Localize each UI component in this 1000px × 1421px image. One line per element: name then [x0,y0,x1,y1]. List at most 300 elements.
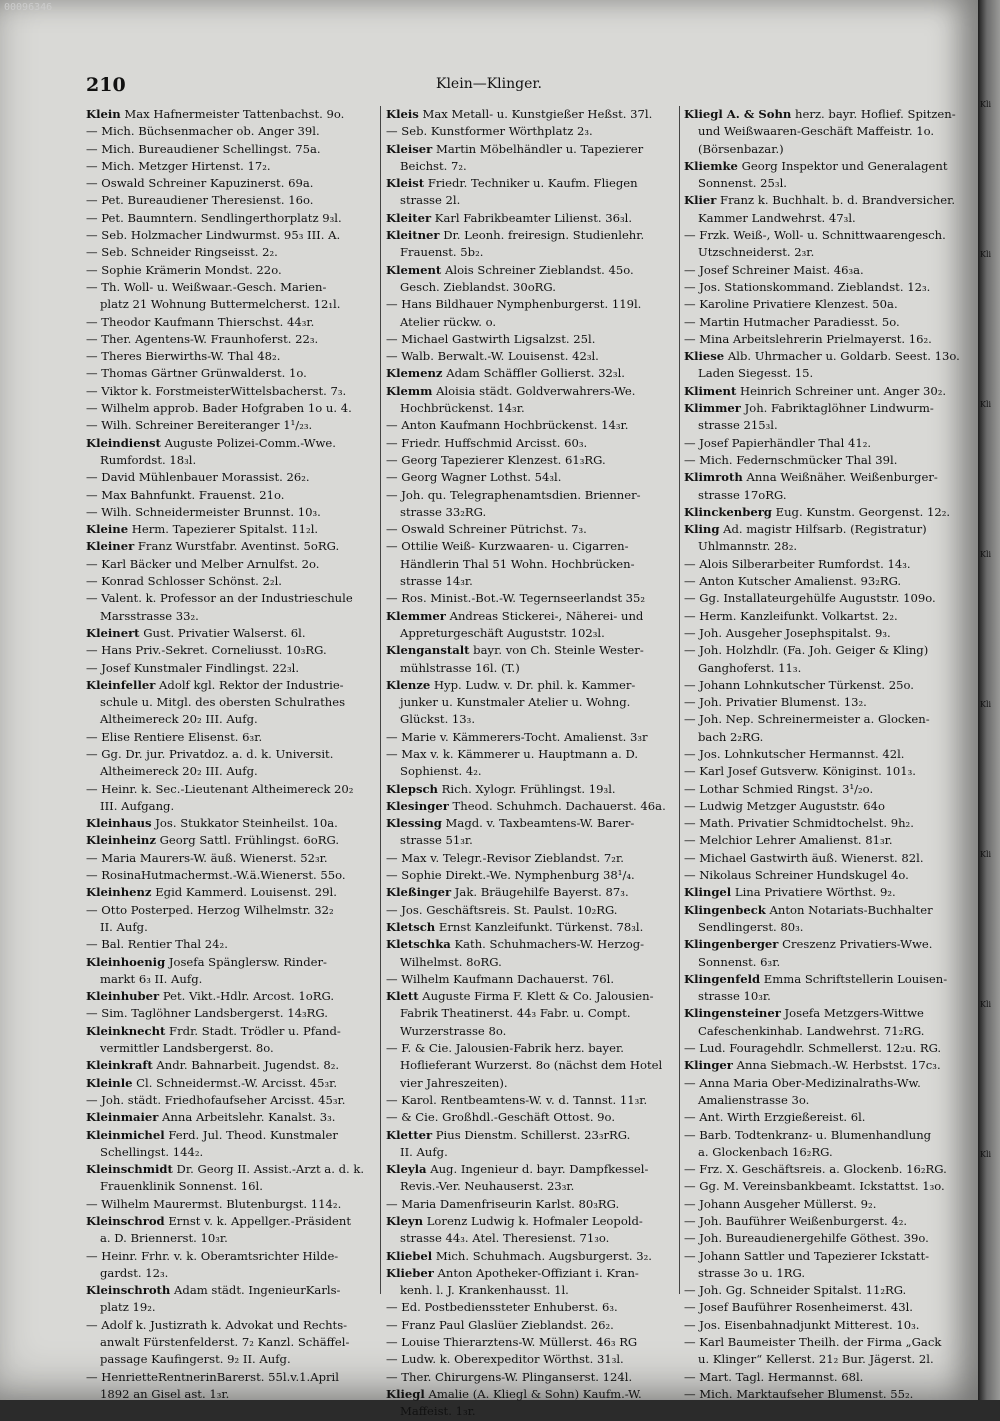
entry-text: — Thomas Gärtner Grünwalderst. 1o. [86,366,307,381]
entry-text: vermittler Landsbergerst. 8o. [100,1041,274,1056]
directory-entry [86,158,382,175]
entry-surname: Klimroth [684,470,743,485]
directory-entry [386,365,682,382]
directory-entry [386,902,682,919]
directory-entry [684,642,980,659]
directory-entry [386,1144,682,1161]
entry-text: — Josef Schreiner Maist. 46₃a. [684,262,864,277]
directory-entry [86,417,382,434]
entry-text: Jos. Stukkator Steinheilst. 10a. [151,816,338,831]
entry-text: — Walb. Berwalt.-W. Louisenst. 42₃l. [386,349,599,364]
directory-entry [386,314,682,331]
entry-text: — Josef Papierhändler Thal 41₂. [684,435,872,450]
adjacent-page-fragment: Kli [980,550,992,559]
entry-text: Amalie (A. Kliegl & Sohn) Kaufm.-W. [424,1386,642,1401]
entry-text: Gesch. Zieblandst. 30oRG. [400,279,556,294]
entry-surname: Kleinle [86,1075,133,1090]
entry-text: schule u. Mitgl. des obersten Schulrathes [100,695,346,710]
entry-text: — Josef Bauführer Rosenheimerst. 43l. [684,1300,913,1315]
directory-entry [86,262,382,279]
directory-entry [386,1092,682,1109]
directory-entry [386,746,682,763]
entry-text: — Seb. Kunstformer Wörthplatz 2₃. [386,124,593,139]
directory-entry [386,625,682,642]
entry-text: Utzschneiderst. 2₃r. [698,245,815,260]
entry-text: III. Aufgang. [100,798,175,813]
entry-text: Adam Schäffler Gollierst. 32₃l. [442,366,625,381]
directory-entry [86,1265,382,1282]
entry-text: — Jos. Stationskommand. Zieblandst. 12₃. [684,279,931,294]
directory-entry [684,1075,980,1092]
directory-entry [684,417,980,434]
entry-text: Max Hafnermeister Tattenbachst. 9o. [120,107,345,121]
directory-entry [86,1248,382,1265]
entry-text: — Wilhelm Maurermst. Blutenburgst. 114₂. [86,1196,342,1211]
directory-entry [684,192,980,209]
entry-surname: Kleiter [386,210,432,225]
directory-entry [386,1161,682,1178]
entry-text: — Anna Maria Ober-Medizinalraths-Ww. [684,1075,921,1090]
directory-entry [386,573,682,590]
entry-text: — Ed. Postbedienssteter Enhuberst. 6₃. [386,1300,618,1315]
directory-entry [86,106,382,123]
entry-surname: Kleinhaus [86,816,152,831]
directory-entry [684,1127,980,1144]
directory-entry [386,711,682,728]
entry-text: — Gg. M. Vereinsbankbeamt. Ickstattst. 1₃o. [684,1179,945,1194]
entry-text: — Heinr. k. Sec.-Lieutenant Altheimereck 20₂ [86,781,354,796]
entry-text: — Lothar Schmied Ringst. 3¹/₂o. [684,781,874,796]
entry-text: — Michael Gastwirth Ligsalzst. 25l. [386,331,596,346]
entry-text: — Joh. Bureaudienergehilfe Göthest. 39o. [684,1231,929,1246]
directory-entry [684,141,980,158]
entry-text: Rich. Xylogr. Frühlingst. 19₃l. [437,781,616,796]
entry-surname: Kleinheinz [86,833,156,848]
directory-entry [386,971,682,988]
entry-text: — Ther. Chirurgens-W. Plinganserst. 124l. [386,1369,633,1384]
entry-surname: Klemmer [386,608,446,623]
entry-text: Georg Sattl. Frühlingst. 6oRG. [155,833,340,848]
directory-entry [684,1248,980,1265]
directory-entry [386,331,682,348]
entry-surname: Klett [386,989,419,1004]
entry-text: strasse 44₃. Atel. Theresienst. 71₃o. [400,1231,610,1246]
entry-text: — Heinr. Frhr. v. k. Oberamtsrichter Hilde- [86,1248,339,1263]
directory-entry [86,625,382,642]
entry-surname: Klepsch [386,781,438,796]
entry-surname: Kliemke [684,158,738,173]
entry-text: Frauenklinik Sonnenst. 16l. [100,1179,263,1194]
entry-text: Marsstrasse 33₂. [100,608,199,623]
entry-text: Händlerin Thal 51 Wohn. Hochbrücken- [400,556,635,571]
entry-text: — Frz. X. Geschäftsreis. a. Glockenb. 16₂RG. [684,1162,947,1177]
entry-text: Emma Schriftstellerin Louisen- [760,971,948,986]
entry-text: — Karl Josef Gutsverw. Königinst. 101₃. [684,764,916,779]
entry-text: — Konrad Schlosser Schönst. 2₂l. [86,574,282,589]
entry-text: Egid Kammerd. Louisenst. 29l. [151,885,337,900]
entry-text: — Oswald Schreiner Kapuzinerst. 69a. [86,176,314,191]
entry-text: Anna Arbeitslehr. Kanalst. 3₃. [158,1110,336,1125]
directory-entry [684,1144,980,1161]
directory-entry [86,1213,382,1230]
entry-surname: Kleindienst [86,435,161,450]
directory-entry [684,521,980,538]
entry-text: Anna Siebmach.-W. Herbstst. 17c₃. [732,1058,941,1073]
entry-text: — Lud. Fouragehdlr. Schmellerst. 12₂u. RG. [684,1041,942,1056]
directory-entry [386,936,682,953]
directory-entry [684,348,980,365]
entry-text: Rumfordst. 18₃l. [100,452,197,467]
directory-entry [86,832,382,849]
entry-text: — Georg Tapezierer Klenzest. 61₃RG. [386,452,606,467]
entry-text: — Friedr. Huffschmid Arcisst. 60₃. [386,435,588,450]
directory-entry [386,660,682,677]
directory-entry [86,279,382,296]
directory-entry [86,694,382,711]
entry-text: — Joh. städt. Friedhofaufseher Arcisst. 45₃r. [86,1092,346,1107]
entry-surname: Kliment [684,383,737,398]
entry-text: — Gg. Dr. jur. Privatdoz. a. d. k. Universit. [86,746,334,761]
directory-entry [386,538,682,555]
entry-text: — Maria Maurers-W. äuß. Wienerst. 52₃r. [86,850,328,865]
entry-text: — Mich. Marktaufseher Blumenst. 55₂. [684,1386,914,1401]
entry-text: mühlstrasse 16l. (T.) [400,660,520,675]
directory-entry [386,1265,682,1282]
directory-entry [86,1351,382,1368]
directory-entry [386,867,682,884]
directory-entry [86,850,382,867]
entry-text: Sophienst. 4₂. [400,764,482,779]
directory-entry [684,1005,980,1022]
directory-entry [684,469,980,486]
entry-text: — Jos. Lohnkutscher Hermannst. 42l. [684,746,905,761]
directory-entry [86,348,382,365]
entry-text: Eug. Kunstm. Georgenst. 12₂. [771,504,951,519]
entry-text: — Karl Bäcker und Melber Arnulfst. 2o. [86,556,320,571]
entry-surname: Klimmer [684,401,741,416]
directory-entry [86,244,382,261]
entry-text: — Johann Lohnkutscher Türkenst. 25o. [684,677,914,692]
entry-text: — Martin Hutmacher Paradiesst. 5o. [684,314,900,329]
directory-entry [86,452,382,469]
entry-text: — Mart. Tagl. Hermannst. 68l. [684,1369,864,1384]
entry-surname: Kletschka [386,937,451,952]
entry-surname: Klement [386,262,442,277]
entry-text: junker u. Kunstmaler Atelier u. Wohng. [400,695,631,710]
directory-entry [684,1369,980,1386]
entry-surname: Kleyn [386,1214,424,1228]
entry-text: Adolf kgl. Rektor der Industrie- [155,677,344,692]
directory-entry [86,487,382,504]
directory-entry [684,400,980,417]
directory-entry [684,867,980,884]
entry-text: — Mina Arbeitslehrerin Prielmayerst. 16₂. [684,331,932,346]
directory-entry [86,123,382,140]
entry-surname: Kleinmaier [86,1110,159,1125]
directory-entry [386,296,682,313]
entry-text: — Josef Kunstmaler Findlingst. 22₃l. [86,660,300,675]
entry-text: herz. bayr. Hoflief. Spitzen- [791,107,956,121]
directory-entry [684,954,980,971]
entry-text: Pius Dienstm. Schillerst. 23₃rRG. [432,1127,631,1142]
entry-text: — Th. Woll- u. Weißwaar.-Gesch. Marien- [86,279,327,294]
directory-entry [86,677,382,694]
directory-entry [386,141,682,158]
directory-entry [86,521,382,538]
entry-surname: Kleinmichel [86,1127,165,1142]
entry-text: — Ant. Wirth Erzgießereist. 6l. [684,1110,866,1125]
directory-entry [86,1369,382,1386]
entry-text: — Jos. Geschäftsreis. St. Paulst. 10₂RG. [386,902,618,917]
entry-surname: Kleist [386,176,425,191]
directory-entry [386,729,682,746]
entry-text: — Mich. Bureaudiener Schellingst. 75a. [86,141,321,156]
directory-entry [386,1248,682,1265]
entry-text: Hochbrückenst. 14₃r. [400,401,525,416]
entry-text: — Wilh. Schreiner Bereiteranger 1¹/₂₃. [86,418,313,433]
entry-text: Theod. Schuhmch. Dachauerst. 46a. [448,798,666,813]
entry-text: Franz k. Buchhalt. b. d. Brandversicher. [716,193,956,208]
entry-surname: Klingenbeck [684,902,766,917]
entry-text: strasse 14₃r. [400,574,473,589]
entry-text: — Joh. qu. Telegraphenamtsdien. Brienner- [386,487,641,502]
directory-entry [386,798,682,815]
entry-text: Fabrik Theatinerst. 44₃ Fabr. u. Compt. [400,1006,631,1021]
directory-entry [86,815,382,832]
entry-surname: Kleiser [386,141,433,156]
entry-text: — Nikolaus Schreiner Hundskugel 4o. [684,868,909,883]
entry-text: Sonnenst. 25₃l. [698,176,787,191]
directory-entry [386,262,682,279]
directory-entry [386,1005,682,1022]
directory-entry [684,798,980,815]
entry-text: und Weißwaaren-Geschäft Maffeistr. 1o. [698,124,935,139]
directory-entry [684,746,980,763]
directory-entry [684,556,980,573]
directory-entry [684,1109,980,1126]
directory-entry [684,1386,980,1403]
entry-text: — Mich. Metzger Hirtenst. 17₂. [86,158,271,173]
directory-entry [684,988,980,1005]
directory-entry [86,902,382,919]
entry-text: Franz Wurstfabr. Aventinst. 5oRG. [134,539,340,554]
directory-entry [86,1230,382,1247]
directory-entry [86,798,382,815]
entry-text: Maffeist. 1₃r. [400,1404,476,1419]
entry-text: — Theodor Kaufmann Thierschst. 44₃r. [86,314,315,329]
entry-text: — Ther. Agentens-W. Fraunhoferst. 22₃. [86,331,319,346]
entry-text: — Jos. Eisenbahnadjunkt Mitterest. 10₃. [684,1317,920,1332]
directory-entry [86,884,382,901]
directory-entry [386,244,682,261]
directory-entry [86,1386,382,1403]
directory-entry [386,1023,682,1040]
directory-entry [684,106,980,123]
entry-text: Atelier rückw. o. [400,314,497,329]
entry-text: — Johann Sattler und Tapezierer Ickstatt- [684,1248,930,1263]
directory-entry [684,365,980,382]
directory-entry [86,1299,382,1316]
entry-text: Aug. Ingenieur d. bayr. Dampfkessel- [426,1162,649,1177]
entry-text: Ferd. Jul. Theod. Kunstmaler [164,1127,338,1142]
entry-surname: Klier [684,193,717,208]
entry-text: Andr. Bahnarbeit. Jugendst. 8₂. [152,1058,340,1073]
entry-text: — Oswald Schreiner Pütrichst. 7₃. [386,522,587,537]
entry-text: Karl Fabrikbeamter Lilienst. 36₃l. [431,210,633,225]
directory-entry [684,660,980,677]
entry-text: — Max v. k. Kämmerer u. Hauptmann a. D. [386,746,639,761]
entry-text: — Pet. Bureaudiener Theresienst. 16o. [86,193,314,208]
entry-surname: Kleinschroth [86,1283,171,1298]
entry-text: II. Aufg. [400,1144,448,1159]
directory-entry [86,504,382,521]
running-head: Klein—Klinger. [436,76,542,92]
directory-entry [86,1109,382,1126]
directory-entry [386,815,682,832]
directory-column-3 [684,106,980,1403]
entry-text: — Maria Damenfriseurin Karlst. 80₃RG. [386,1196,620,1211]
entry-text: bayr. von Ch. Steinle Wester- [469,643,644,658]
entry-text: — Otto Posterped. Herzog Wilhelmstr. 32₂ [86,902,334,917]
entry-text: Hoflieferant Wurzerst. 8o (nächst dem Hotel [400,1058,663,1073]
directory-entry [386,1178,682,1195]
entry-surname: Kleinknecht [86,1023,166,1038]
entry-text: Appreturgeschäft Auguststr. 102₃l. [400,625,605,640]
directory-entry [684,538,980,555]
directory-entry [386,400,682,417]
adjacent-page-fragment: Kli [980,100,992,109]
directory-entry [684,383,980,400]
entry-text: Uhlmannstr. 28₂. [698,539,798,554]
directory-entry [86,1317,382,1334]
directory-entry [386,435,682,452]
directory-entry [86,1196,382,1213]
directory-entry [86,210,382,227]
directory-entry [684,815,980,832]
directory-entry [386,781,682,798]
directory-entry [684,244,980,261]
entry-text: Ernst Kanzleifunkt. Türkenst. 78₃l. [435,919,644,934]
directory-entry [684,1334,980,1351]
entry-text: — F. & Cie. Jalousien-Fabrik herz. bayer. [386,1041,624,1056]
entry-text: Josefa Spänglersw. Rinder- [165,954,327,969]
directory-entry [684,850,980,867]
entry-text: — Karol. Rentbeamtens-W. v. d. Tannst. 11₃r. [386,1092,648,1107]
entry-text: — Max Bahnfunkt. Frauenst. 21o. [86,487,285,502]
directory-entry [684,1282,980,1299]
entry-text: — Frzk. Weiß-, Woll- u. Schnittwaarengesch. [684,228,946,243]
directory-entry [386,850,682,867]
entry-text: bach 2₂RG. [698,729,764,744]
entry-text: — Ludw. k. Oberexpeditor Wörthst. 31₃l. [386,1352,624,1367]
directory-entry [684,1351,980,1368]
entry-surname: Klingel [684,885,732,900]
entry-text: Mich. Schuhmach. Augsburgerst. 3₂. [432,1248,652,1263]
entry-surname: Klenze [386,677,431,692]
entry-surname: Klemenz [386,366,443,381]
entry-surname: Kling [684,522,720,537]
entry-surname: Kleinert [86,625,140,640]
directory-entry [86,1075,382,1092]
entry-text: vier Jahreszeiten). [400,1075,508,1090]
entry-surname: Klinckenberg [684,504,772,519]
directory-entry [86,435,382,452]
directory-entry [386,642,682,659]
directory-entry [386,884,682,901]
entry-surname: Kletsch [386,919,436,934]
entry-text: — Louise Thierarztens-W. Müllerst. 46₃ RG [386,1335,638,1350]
directory-entry [386,556,682,573]
directory-entry [684,590,980,607]
entry-text: a. Glockenbach 16₂RG. [698,1144,833,1159]
entry-surname: Kleinschmidt [86,1162,173,1177]
entry-text: — Joh. Nep. Schreinermeister a. Glocken- [684,712,930,727]
entry-text: Anton Apotheker-Offiziant i. Kran- [433,1265,639,1280]
entry-text: Martin Möbelhändler u. Tapezierer [432,141,644,156]
entry-text: — Wilhelm Kaufmann Dachauerst. 76l. [386,971,615,986]
entry-surname: Kliegl [386,1386,425,1401]
entry-text: Beichst. 7₂. [400,158,467,173]
entry-text: — Joh. Privatier Blumenst. 13₂. [684,695,867,710]
directory-entry [386,383,682,400]
directory-entry [386,694,682,711]
directory-entry [86,1127,382,1144]
directory-entry [86,919,382,936]
entry-text: platz 19₂. [100,1300,156,1315]
directory-entry [684,175,980,192]
entry-text: Amalienstrasse 3o. [698,1092,810,1107]
entry-surname: Kliegl A. & Sohn [684,107,792,121]
entry-text: strasse 51₃r. [400,833,473,848]
directory-entry [386,988,682,1005]
directory-entry [684,227,980,244]
entry-surname: Kleinhenz [86,885,152,900]
entry-text: — Pet. Baumntern. Sendlingerthorplatz 9₃l. [86,210,342,225]
entry-surname: Klingenfeld [684,971,761,986]
entry-text: II. Aufg. [100,919,148,934]
entry-text: Cafeschenkinhab. Landwehrst. 71₂RG. [698,1023,925,1038]
directory-entry [684,1023,980,1040]
entry-text: — Alois Silberarbeiter Rumfordst. 14₃. [684,556,911,571]
entry-surname: Kleßinger [386,885,452,900]
entry-surname: Kleis [386,107,419,121]
directory-entry [684,487,980,504]
directory-entry [86,469,382,486]
directory-entry [86,141,382,158]
entry-text: — Georg Wagner Lothst. 54₃l. [386,470,562,485]
directory-entry [386,608,682,625]
directory-column-2 [386,106,682,1421]
directory-entry [386,954,682,971]
directory-entry [386,1317,682,1334]
entry-text: strasse 10₃r. [698,989,771,1004]
entry-text: — Joh. Gg. Schneider Spitalst. 11₂RG. [684,1283,907,1298]
directory-entry [86,1334,382,1351]
directory-entry [386,1403,682,1420]
directory-entry [86,296,382,313]
directory-entry [386,192,682,209]
entry-text: — Math. Privatier Schmidtochelst. 9h₂. [684,816,914,831]
entry-text: — Franz Paul Glaslüer Zieblandst. 26₂. [386,1317,614,1332]
entry-text: passage Kaufingerst. 9₂ II. Aufg. [100,1352,291,1367]
directory-entry [86,971,382,988]
entry-text: — Sim. Taglöhner Landsbergerst. 14₃RG. [86,1006,328,1021]
entry-surname: Kleinhuber [86,989,160,1004]
entry-text: Magd. v. Taxbeamtens-W. Barer- [441,816,635,831]
directory-entry [684,884,980,901]
entry-text: Schellingst. 144₂. [100,1144,204,1159]
directory-entry [684,452,980,469]
